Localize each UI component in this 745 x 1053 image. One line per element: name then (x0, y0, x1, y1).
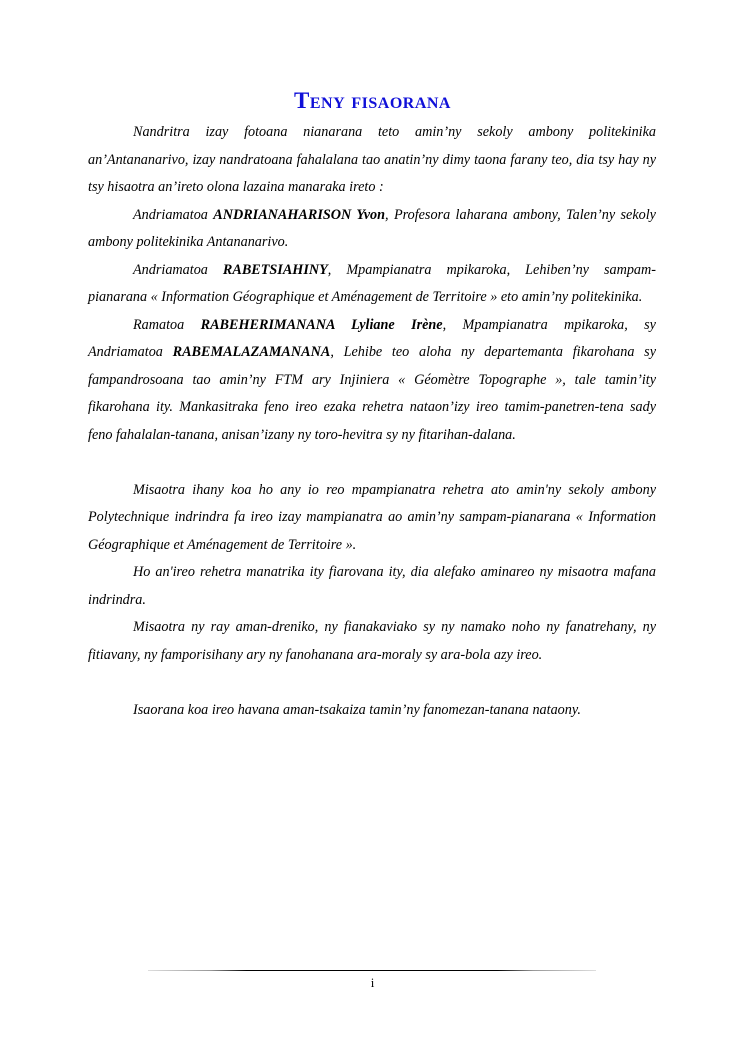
paragraph-thanks-audience: Ho an'ireo rehetra manatrika ity fiarovana ity, dia alefako aminareo ny misaotra mafana indrindra. (88, 564, 656, 608)
person-description: , Lehibe teo aloha ny departemanta fikarohana sy fampandrosoana tao amin’ny FTM ary Injiniera « Géomètre Topographe », tale tamin’ity fikarohana ity. Mankasitraka feno ireo ezaka rehetra nataon’izy ireo tamim-panetren-tena sady feno fahalalan-tanana, anisan’izany ny toro-hevitra sy ny fitarihan-dalana. (88, 344, 656, 443)
person-name: RABEMALAZAMANANA (172, 344, 331, 360)
paragraph-thanks-friends: Isaorana koa ireo havana aman-tsakaiza tamin’ny fanomezan-tanana nataony. (133, 701, 581, 718)
person-name: RABETSIAHINY (222, 261, 328, 278)
title-prefix: Andriamatoa (133, 261, 223, 278)
paragraph-thanks-teachers: Misaotra ihany koa ho any io reo mpampianatra rehetra ato amin'ny sekoly ambony Polytechnique indrindra fa ireo izay mampianatra ao amin’ny sampam-pianarana « Information Géographique et Aménagement de Territoire ». (88, 481, 656, 553)
page-title: Teny fisaorana (294, 88, 451, 113)
title-prefix: Ramatoa (133, 316, 201, 333)
person-name: RABEHERIMANANA Lyliane Irène (200, 316, 443, 333)
paragraph-thanks-supervisors (88, 312, 656, 450)
paragraph-thanks-family: Misaotra ny ray aman-dreniko, ny fianakaviako sy ny namako noho ny fanatrehany, ny fitiavany, ny famporisihany ary ny fanohanana ara-moraly sy ara-bola azy ireo. (88, 619, 656, 663)
footer-divider (148, 970, 596, 971)
page-number: i (370, 975, 375, 990)
paragraph-intro: Nandritra izay fotoana nianarana teto amin’ny sekoly ambony politekinika an’Antananarivo, izay nandratoana fahalalana tao anatin’ny dimy taona farany teo, dia tsy hay ny tsy hisaotra an’ireto olona lazaina manaraka ireto : (88, 124, 656, 195)
person-description: , Profesora laharana ambony, Talen’ny sekoly ambony politekinika Antananarivo. (88, 206, 656, 250)
paragraph-thanks-head-of-department (88, 257, 656, 312)
person-description: , Mpampianatra mpikaroka, sy Andriamatoa (88, 316, 656, 360)
person-description: , Mpampianatra mpikaroka, Lehiben’ny sampam-pianarana « Information Géographique et Aménagement de Territoire » eto amin’ny politekinika. (88, 261, 656, 305)
title-prefix: Andriamatoa (133, 206, 214, 223)
paragraph-thanks-director (88, 202, 656, 257)
acknowledgement-body (88, 119, 656, 724)
person-name: ANDRIANAHARISON Yvon (213, 206, 386, 223)
